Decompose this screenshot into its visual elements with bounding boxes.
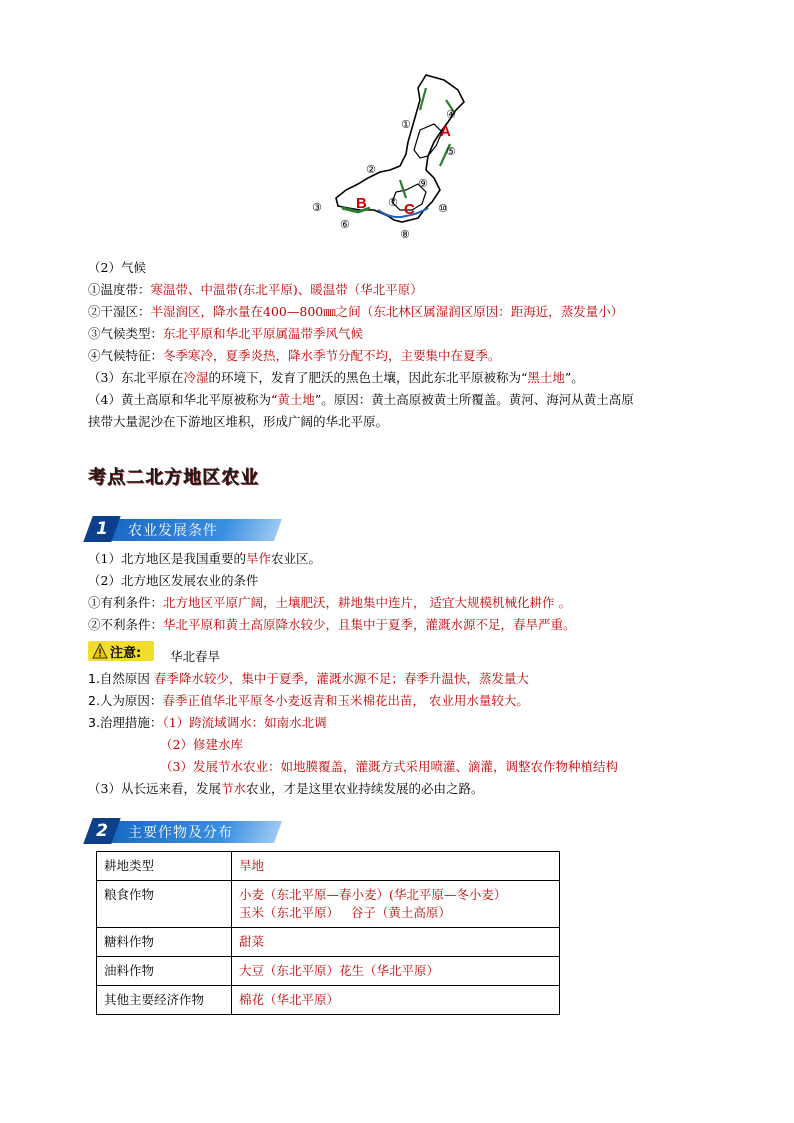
- map-num-10: ⑩: [438, 202, 448, 215]
- climate-temp-zone: ①温度带：寒温带、中温带(东北平原)、暖温带（华北平原）: [88, 282, 423, 297]
- banner-1-number: 1: [96, 519, 108, 539]
- banner-main-crops: [88, 818, 278, 844]
- plain-outline-a: [414, 124, 442, 158]
- black-soil-paragraph: （3）东北平原在冷湿的环境下，发育了肥沃的黑色土壤，因此东北平原被称为“黑土地”。: [88, 370, 584, 385]
- crops-table: [96, 851, 560, 1015]
- northern-region-map: [308, 70, 468, 245]
- map-num-1: ①: [401, 118, 411, 131]
- banner-2-number: 2: [96, 821, 108, 841]
- note-label: 注意:: [110, 646, 142, 661]
- table-key: 糖料作物: [97, 928, 232, 957]
- table-value: 旱地: [232, 852, 560, 881]
- conditions-heading: （2）北方地区发展农业的条件: [88, 573, 259, 588]
- table-row: [97, 928, 560, 957]
- table-value: 甜菜: [232, 928, 560, 957]
- table-key: 油料作物: [97, 957, 232, 986]
- note-measure-2: （2）修建水库: [160, 737, 243, 752]
- map-label-a: A: [440, 123, 451, 140]
- table-value: [232, 881, 560, 928]
- map-num-4: ④: [446, 108, 456, 121]
- climate-type: ③气候类型：东北平原和华北平原属温带季风气候: [88, 326, 364, 341]
- map-num-6: ⑥: [340, 218, 350, 231]
- climate-moisture-zone: ②干湿区：半湿润区，降水量在400—800㎜之间（东北林区属湿润区原因：距海近，蒸发量小）: [88, 304, 624, 319]
- map-num-5: ⑤: [446, 145, 456, 158]
- banner-2-title: 主要作物及分布: [128, 825, 233, 841]
- map-num-7: ⑦: [388, 196, 398, 209]
- table-row: [97, 957, 560, 986]
- climate-heading: （2）气候: [88, 260, 146, 275]
- mountain-7: [400, 180, 406, 198]
- table-row: [97, 852, 560, 881]
- table-key: 其他主要经济作物: [97, 986, 232, 1015]
- banner-agri-conditions: [88, 516, 278, 542]
- favorable-conditions: ①有利条件：北方地区平原广阔，土壤肥沃，耕地集中连片， 适宜大规模机械化耕作 。: [88, 595, 571, 610]
- water-saving-paragraph: （3）从长远来看，发展节水农业，才是这里农业持续发展的必由之路。: [88, 781, 484, 796]
- dry-farming-line: （1）北方地区是我国重要的旱作农业区。: [88, 551, 321, 566]
- climate-features: ④气候特征：冬季寒冷，夏季炎热，降水季节分配不均，主要集中在夏季。: [88, 348, 501, 363]
- table-key: 耕地类型: [97, 852, 232, 881]
- note-measure-3: （3）发展节水农业：如地膜覆盖，灌溉方式采用喷灌、滴灌，调整农作物种植结构: [160, 759, 618, 774]
- map-label-c: C: [404, 201, 415, 218]
- table-value: 棉花（华北平原）: [232, 986, 560, 1015]
- note-title: 华北春旱: [170, 649, 221, 664]
- table-row: [97, 986, 560, 1015]
- unfavorable-conditions: ②不利条件：华北平原和黄土高原降水较少，且集中于夏季，灌溉水源不足，春旱严重。: [88, 617, 576, 632]
- banner-1-title: 农业发展条件: [128, 523, 218, 539]
- table-value: 大豆（东北平原）花生（华北平原）: [232, 957, 560, 986]
- note-measures: 3.治理措施：（1）跨流域调水：如南水北调: [88, 715, 327, 730]
- loess-paragraph-line2: 挟带大量泥沙在下游地区堆积，形成广阔的华北平原。: [88, 414, 389, 429]
- table-key: 粮食作物: [97, 881, 232, 928]
- table-value-line: 玉米（东北平原） 谷子（黄土高原）: [239, 905, 451, 920]
- map-label-b: B: [356, 195, 367, 212]
- table-value-line: 小麦（东北平原—春小麦）(华北平原—冬小麦）: [239, 887, 507, 902]
- section-title: 考点二北方地区农业: [88, 467, 259, 488]
- map-num-9: ⑨: [418, 177, 428, 190]
- loess-paragraph-line1: （4）黄土高原和华北平原被称为“黄土地”。原因：黄土高原被黄土所覆盖。黄河、海河从黄土高原: [88, 392, 634, 407]
- map-num-2: ②: [366, 163, 376, 176]
- note-natural-cause: 1.自然原因 春季降水较少，集中于夏季，灌溉水源不足；春季升温快，蒸发量大: [88, 671, 529, 686]
- map-num-8: ⑧: [400, 228, 410, 241]
- map-num-3: ③: [312, 201, 322, 214]
- note-human-cause: 2.人为原因：春季正值华北平原冬小麦返青和玉米棉花出苗， 农业用水量较大。: [88, 693, 529, 708]
- warning-icon: [92, 643, 108, 659]
- mountain-1: [420, 88, 426, 110]
- table-row: [97, 881, 560, 928]
- note-badge: [88, 641, 154, 661]
